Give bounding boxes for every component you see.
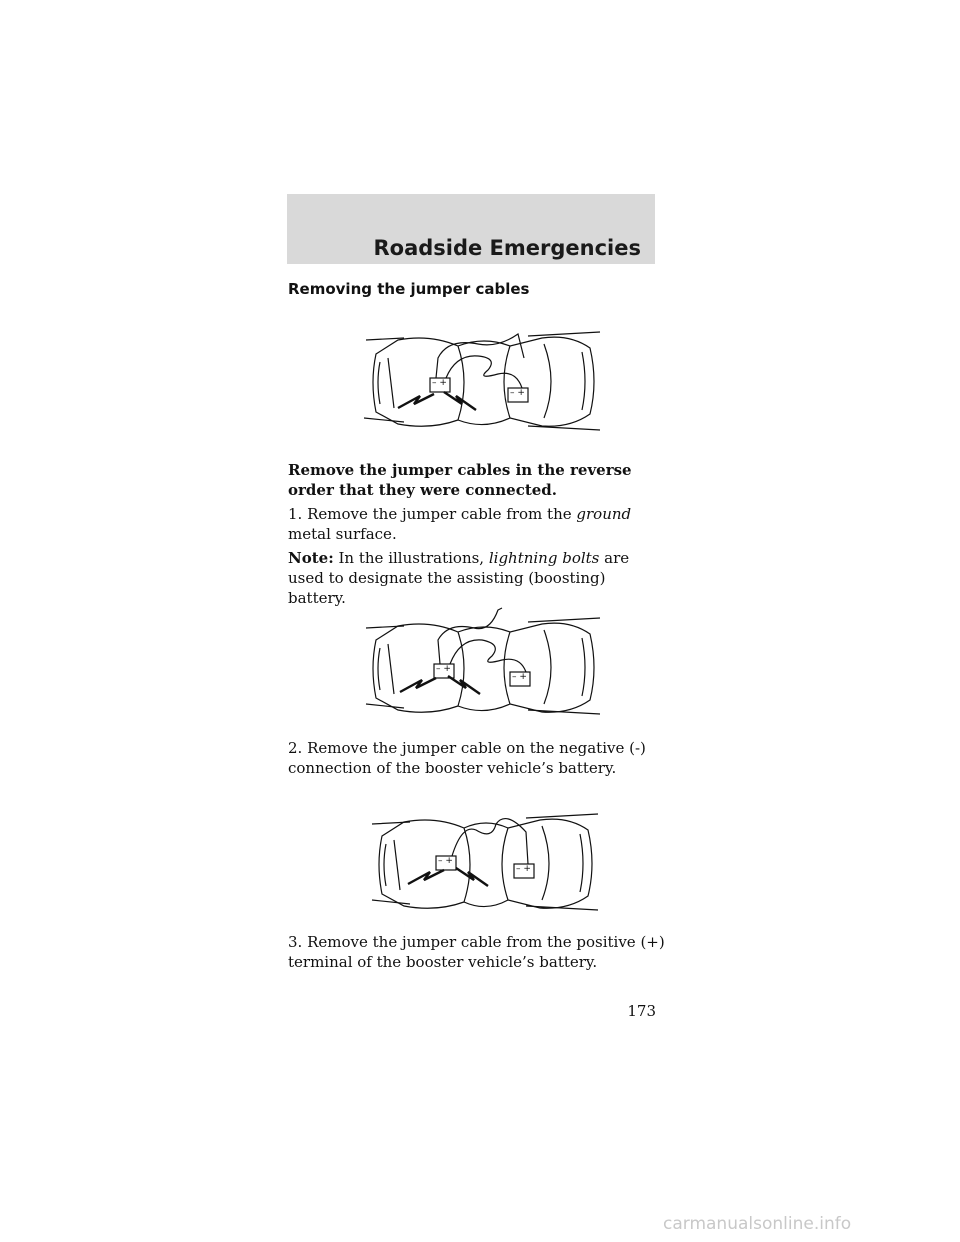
disabled-battery-label: – + [510,388,525,398]
step-1-prefix: 1. Remove the jumper cable from the [288,505,577,523]
step-1-italic: ground [576,505,632,523]
step-3: 3. Remove the jumper cable from the positive (+) terminal of the booster vehicle’s battery. [288,933,665,971]
note-post: are used to designate the assisting (boosting) battery. [288,549,630,607]
jumper-cable-figure-2 [360,604,610,728]
disabled-battery-label: – + [516,864,531,874]
section-heading: Removing the jumper cables [288,280,530,298]
step-2: 2. Remove the jumper cable on the negative (-) connection of the booster vehicle’s battery. [288,739,646,777]
intro-bold-text: Remove the jumper cables in the reverse order that they were connected. [288,461,632,499]
page-number: 173 [627,1002,656,1020]
intro-paragraph [288,460,668,500]
jumper-cable-figure-3 [366,800,606,924]
step-1-suffix: metal surface. [288,525,397,543]
note-italic: lightning bolts [488,549,600,567]
booster-battery-label: – + [436,664,451,674]
note-paragraph [288,548,668,608]
disabled-battery-label: – + [512,672,527,682]
footer-watermark: carmanualsonline.info [663,1214,852,1234]
booster-battery-label: – + [432,378,447,388]
booster-battery-label: – + [438,856,453,866]
note-pre: In the illustrations, [333,549,489,567]
note-label: Note: [288,549,334,567]
chapter-header-band [287,194,655,264]
chapter-title: Roadside Emergencies [373,236,641,260]
step-1 [288,504,668,544]
jumper-cable-figure-1 [358,318,608,444]
